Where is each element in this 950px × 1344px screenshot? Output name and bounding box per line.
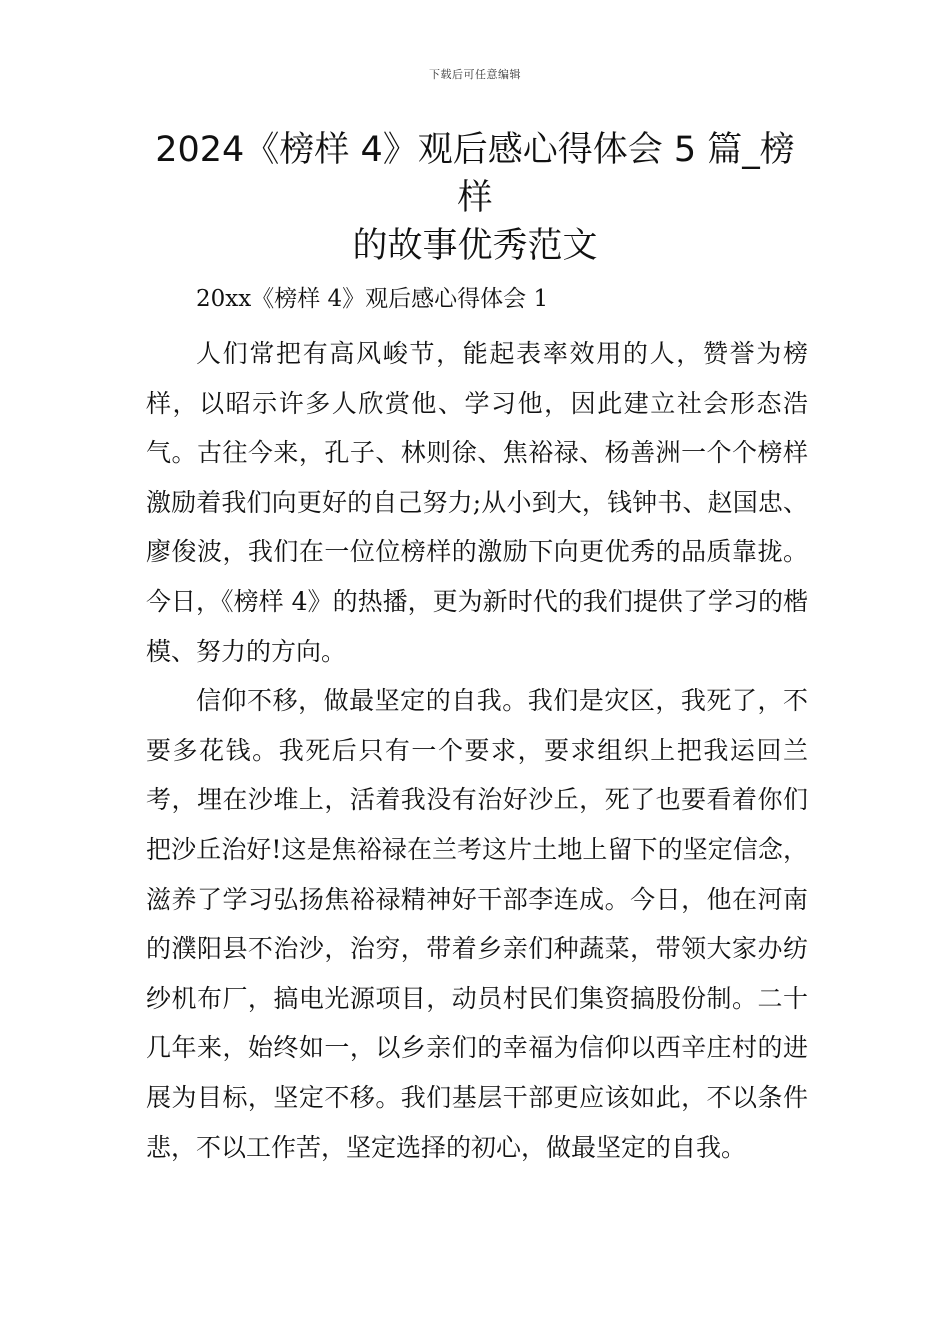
- paragraph-1: 人们常把有高风峻节，能起表率效用的人，赞誉为榜样，以昭示许多人欣赏他、学习他，因此建立社会形态浩气。古往今来，孔子、林则徐、焦裕禄、杨善洲一个个榜样激励着我们向更好的自己努力;从小到大，钱钟书、赵国忠、廖俊波，我们在一位位榜样的激励下向更优秀的品质靠拢。今日，《榜样 4》的热播，更为新时代的我们提供了学习的楷模、努力的方向。: [146, 339, 808, 666]
- header-note: 下载后可任意编辑: [429, 68, 521, 81]
- paragraph-2: 信仰不移，做最坚定的自我。我们是灾区，我死了，不要多花钱。我死后只有一个要求，要求组织上把我运回兰考，埋在沙堆上，活着我没有治好沙丘，死了也要看着你们把沙丘治好!这是焦裕禄在兰考这片土地上留下的坚定信念，滋养了学习弘扬焦裕禄精神好干部李连成。今日，他在河南的濮阳县不治沙，治穷，带着乡亲们种蔬菜，带领大家办纺纱机布厂，搞电光源项目，动员村民们集资搞股份制。二十几年来，始终如一，以乡亲们的幸福为信仰以西辛庄村的进展为目标，坚定不移。我们基层干部更应该如此，不以条件悲，不以工作苦，坚定选择的初心，做最坚定的自我。: [146, 686, 808, 1162]
- document-title: [140, 126, 810, 270]
- title-line-1: 2024《榜样 4》观后感心得体会 5 篇_榜样: [155, 130, 795, 218]
- body-text: [146, 329, 808, 1172]
- title-line-2: 的故事优秀范文: [352, 226, 598, 266]
- section-heading: 20xx《榜样 4》观后感心得体会 1: [196, 286, 549, 312]
